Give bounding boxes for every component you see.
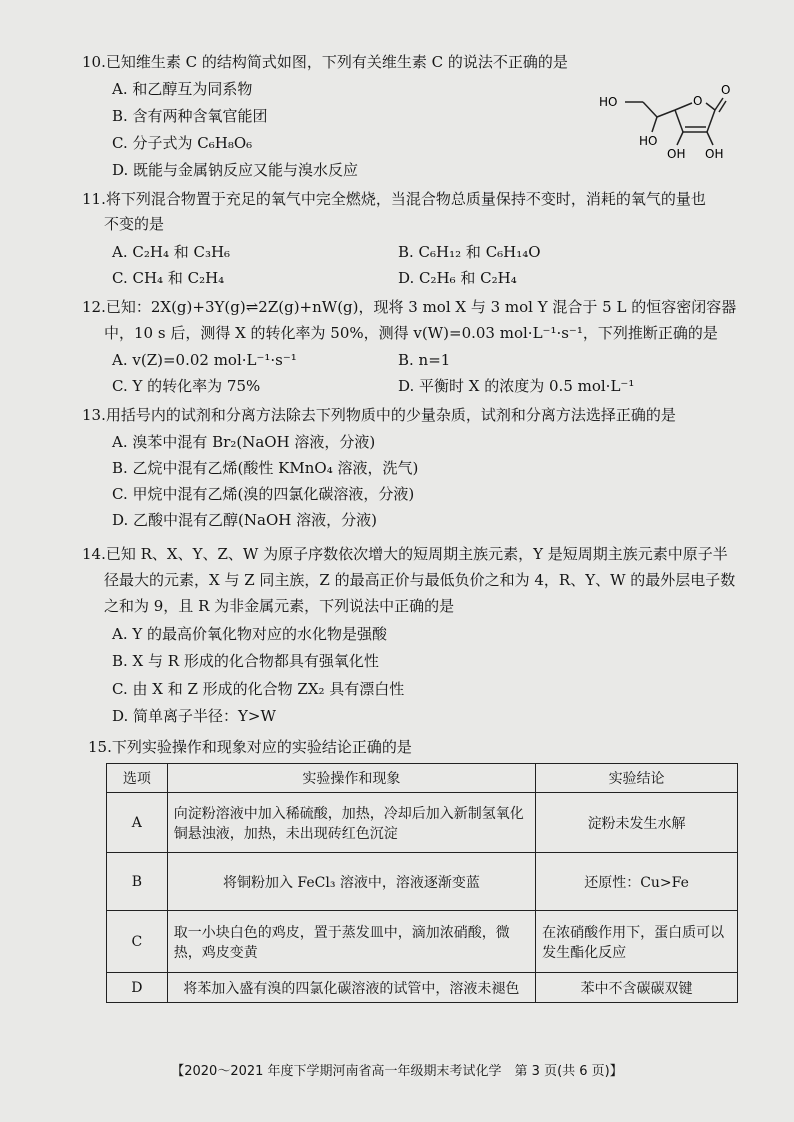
hydroxyl-label-left: OH xyxy=(667,147,686,161)
q12-stem-line1: 12.已知：2X(g)+3Y(g)⇌2Z(g)+nW(g)，现将 3 mol X 与 3 mol Y 混合于 5 L 的恒容密闭容器 xyxy=(82,298,737,316)
q10-option-d: D. 既能与金属钠反应又能与溴水反应 xyxy=(112,161,359,179)
side-chain-hydroxyl-label: HO xyxy=(599,95,618,109)
q15-stem: 15.下列实验操作和现象对应的实验结论正确的是 xyxy=(88,738,412,756)
row-option: D xyxy=(107,973,168,1003)
row-operation: 将苯加入盛有溴的四氯化碳溶液的试管中，溶液未褪色 xyxy=(167,973,535,1003)
q12-stem-line2: 中，10 s 后，测得 X 的转化率为 50%，测得 v(W)=0.03 mol·L⁻¹·s⁻¹，下列推断正确的是 xyxy=(104,324,718,342)
table-row xyxy=(107,793,738,853)
q11-option-d: D. C₂H₆ 和 C₂H₄ xyxy=(398,269,517,287)
side-chain-hydroxyl-label-2: HO xyxy=(639,134,658,148)
header-operation: 实验操作和现象 xyxy=(167,764,535,793)
q13-option-b: B. 乙烷中混有乙烯(酸性 KMnO₄ 溶液，洗气) xyxy=(112,459,419,477)
header-option: 选项 xyxy=(107,764,168,793)
row-option: A xyxy=(107,793,168,853)
q14-option-b: B. X 与 R 形成的化合物都具有强氧化性 xyxy=(112,652,379,670)
row-option: C xyxy=(107,911,168,973)
q12-option-d: D. 平衡时 X 的浓度为 0.5 mol·L⁻¹ xyxy=(398,377,635,395)
q13-option-c: C. 甲烷中混有乙烯(溴的四氯化碳溶液，分液) xyxy=(112,485,415,503)
q14-option-d: D. 简单离子半径：Y>W xyxy=(112,707,276,725)
q13-option-d: D. 乙酸中混有乙醇(NaOH 溶液，分液) xyxy=(112,511,377,529)
q10-option-c: C. 分子式为 C₆H₈O₆ xyxy=(112,134,253,152)
ring-oxygen-label: O xyxy=(693,94,703,108)
row-operation: 将铜粉加入 FeCl₃ 溶液中，溶液逐渐变蓝 xyxy=(167,853,535,911)
q11-option-a: A. C₂H₄ 和 C₃H₆ xyxy=(112,243,231,261)
row-conclusion: 苯中不含碳碳双键 xyxy=(536,973,738,1003)
header-conclusion: 实验结论 xyxy=(536,764,738,793)
row-operation: 取一小块白色的鸡皮，置于蒸发皿中，滴加浓硝酸，微热，鸡皮变黄 xyxy=(167,911,535,973)
q10-option-b: B. 含有两种含氧官能团 xyxy=(112,107,268,125)
q14-stem-line3: 之和为 9，且 R 为非金属元素，下列说法中正确的是 xyxy=(104,597,455,615)
q10-stem: 10.已知维生素 C 的结构简式如图，下列有关维生素 C 的说法不正确的是 xyxy=(82,53,568,71)
row-conclusion: 还原性：Cu>Fe xyxy=(536,853,738,911)
carbonyl-oxygen-label: O xyxy=(721,83,731,97)
experiment-table xyxy=(106,763,738,1003)
q12-option-c: C. Y 的转化率为 75% xyxy=(112,377,261,395)
q13-option-a: A. 溴苯中混有 Br₂(NaOH 溶液，分液) xyxy=(112,433,376,451)
table-row xyxy=(107,853,738,911)
row-operation: 向淀粉溶液中加入稀硫酸，加热，冷却后加入新制氢氧化铜悬浊液，加热，未出现砖红色沉淀 xyxy=(167,793,535,853)
q10-option-a: A. 和乙醇互为同系物 xyxy=(112,80,253,98)
hydroxyl-label-right: OH xyxy=(705,147,724,161)
q14-option-c: C. 由 X 和 Z 形成的化合物 ZX₂ 具有漂白性 xyxy=(112,680,405,698)
q14-stem-line1: 14.已知 R、X、Y、Z、W 为原子序数依次增大的短周期主族元素，Y 是短周期主族元素中原子半 xyxy=(82,545,728,563)
q13-stem: 13.用括号内的试剂和分离方法除去下列物质中的少量杂质，试剂和分离方法选择正确的是 xyxy=(82,406,676,424)
q14-stem-line2: 径最大的元素，X 与 Z 同主族，Z 的最高正价与最低负价之和为 4，R、Y、W 的最外层电子数 xyxy=(104,571,736,589)
q11-option-b: B. C₆H₁₂ 和 C₆H₁₄O xyxy=(398,243,541,261)
q12-option-b: B. n=1 xyxy=(398,351,451,369)
q11-stem-line1: 11.将下列混合物置于充足的氧气中完全燃烧，当混合物总质量保持不变时，消耗的氧气的量也 xyxy=(82,190,706,208)
row-conclusion: 在浓硝酸作用下，蛋白质可以发生酯化反应 xyxy=(536,911,738,973)
row-conclusion: 淀粉未发生水解 xyxy=(536,793,738,853)
vitamin-c-structure xyxy=(585,72,735,187)
table-row xyxy=(107,973,738,1003)
row-option: B xyxy=(107,853,168,911)
q11-stem-line2: 不变的是 xyxy=(104,215,165,233)
q11-option-c: C. CH₄ 和 C₂H₄ xyxy=(112,269,225,287)
table-header-row xyxy=(107,764,738,793)
q14-option-a: A. Y 的最高价氧化物对应的水化物是强酸 xyxy=(112,625,388,643)
q12-option-a: A. v(Z)=0.02 mol·L⁻¹·s⁻¹ xyxy=(112,351,297,369)
page-footer: 【2020～2021 年度下学期河南省高一年级期末考试化学 第 3 页(共 6 页)】 xyxy=(171,1064,623,1079)
table-row xyxy=(107,911,738,973)
